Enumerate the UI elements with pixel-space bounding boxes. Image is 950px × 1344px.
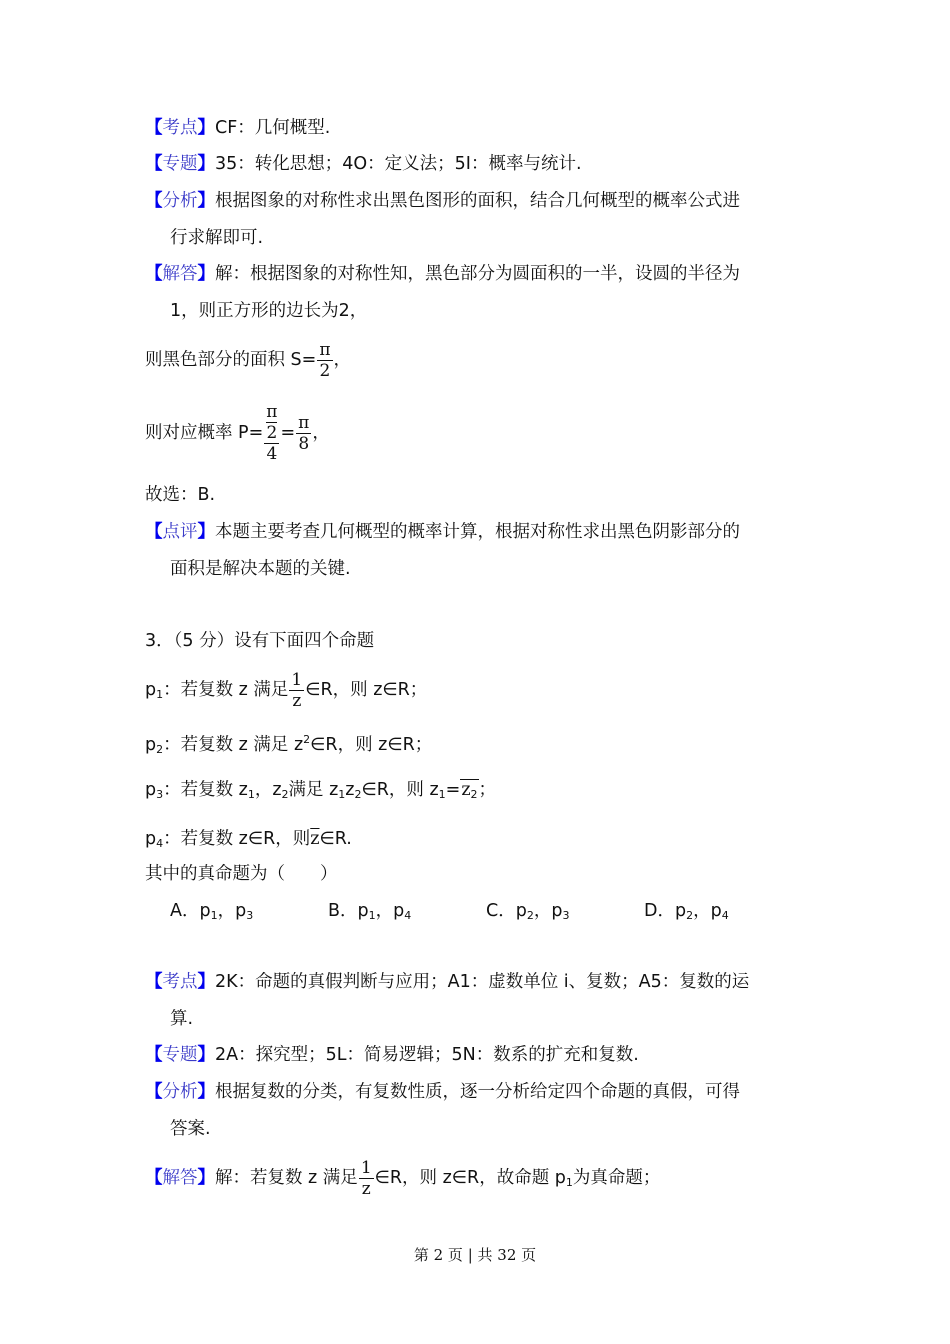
q3-fenxi-cont: 答案. bbox=[170, 1119, 211, 1139]
option-d[interactable]: D．$p_2$，$p_4$ bbox=[644, 901, 729, 922]
q3-zhuanti-line: 【专题】2A：探究型；5L：简易逻辑；5N：数系的扩充和复数. bbox=[145, 1045, 639, 1065]
jieda-line: 【解答】解：根据图象的对称性知，黑色部分为圆面积的一半，设圆的半径为 bbox=[145, 264, 740, 284]
fenxi-line: 【分析】根据图象的对称性求出黑色图形的面积，结合几何概型的概率公式进 bbox=[145, 191, 740, 211]
question-prompt: 其中的真命题为（ ） bbox=[145, 864, 338, 884]
section-tag: 【专题】 bbox=[145, 154, 215, 174]
section-tag: 【解答】 bbox=[145, 264, 215, 284]
section-tag: 【分析】 bbox=[145, 1082, 215, 1102]
probability-formula: 则对应概率 P= π 2 4 = $\frac{\pi}{8}$ ， bbox=[145, 402, 330, 464]
section-tag: 【专题】 bbox=[145, 1045, 215, 1065]
q3-fenxi-line: 【分析】根据复数的分类，有复数性质，逐一分析给定四个命题的真假，可得 bbox=[145, 1082, 740, 1102]
q3-kaodian-cont: 算. bbox=[170, 1009, 194, 1029]
compound-fraction: π 2 4 bbox=[266, 402, 278, 464]
fraction: $\frac{\pi}{8}$ bbox=[298, 412, 310, 454]
section-tag: 【点评】 bbox=[145, 522, 215, 542]
q3-kaodian-line: 【考点】2K：命题的真假判断与应用；A1：虚数单位 i、复数；A5：复数的运 bbox=[145, 972, 750, 992]
zhuanti-line: 【专题】35：转化思想；4O：定义法；5I：概率与统计. bbox=[145, 154, 582, 174]
proposition-p2: $p_2$：若复数 z 满足 $z^2\in R$，则 z∈R； bbox=[145, 733, 433, 756]
section-tag: 【分析】 bbox=[145, 191, 215, 211]
page-footer: 第 2 页 | 共 32 页 bbox=[413, 1246, 537, 1264]
dianping-cont: 面积是解决本题的关键. bbox=[170, 559, 351, 579]
q3-jieda-line: 【解答】解：若复数 z 满足 $\frac{1}{z}$ ∈R，则 z∈R，故命题 $p_1$为真命题； bbox=[145, 1157, 661, 1199]
options-row bbox=[170, 899, 802, 928]
section-tag: 【考点】 bbox=[145, 118, 215, 138]
answer-line: 故选：B. bbox=[145, 485, 216, 505]
section-tag: 【解答】 bbox=[145, 1168, 215, 1188]
fenxi-cont: 行求解即可. bbox=[170, 228, 264, 248]
area-formula: 则黑色部分的面积 S= $\frac{\pi}{2}$ ， bbox=[145, 339, 352, 381]
proposition-p3: $p_3$：若复数 $z_1$，$z_2$满足 $z_1z_2\in R$，则 $z_1=z_2$； bbox=[145, 780, 497, 801]
jieda-cont: 1，则正方形的边长为2， bbox=[170, 301, 368, 321]
option-c[interactable]: C．$p_2$，$p_3$ bbox=[486, 901, 570, 922]
proposition-p4: $p_4$：若复数 z∈R，则$\overline{z}\in R$. bbox=[145, 829, 352, 850]
section-tag: 【考点】 bbox=[145, 972, 215, 992]
proposition-p1: $p_1$：若复数 z 满足 $\frac{1}{z}$ ∈R，则 z∈R； bbox=[145, 669, 428, 711]
question-stem: 3．（5 分）设有下面四个命题 bbox=[145, 631, 375, 651]
fraction: $\frac{\pi}{2}$ bbox=[319, 339, 331, 381]
option-b[interactable]: B．$p_1$，$p_4$ bbox=[328, 901, 412, 922]
option-a[interactable]: A．$p_1$，$p_3$ bbox=[170, 901, 254, 922]
kaodian-line: 【考点】CF：几何概型. bbox=[145, 118, 331, 138]
dianping-line: 【点评】本题主要考查几何概型的概率计算，根据对称性求出黑色阴影部分的 bbox=[145, 522, 740, 542]
